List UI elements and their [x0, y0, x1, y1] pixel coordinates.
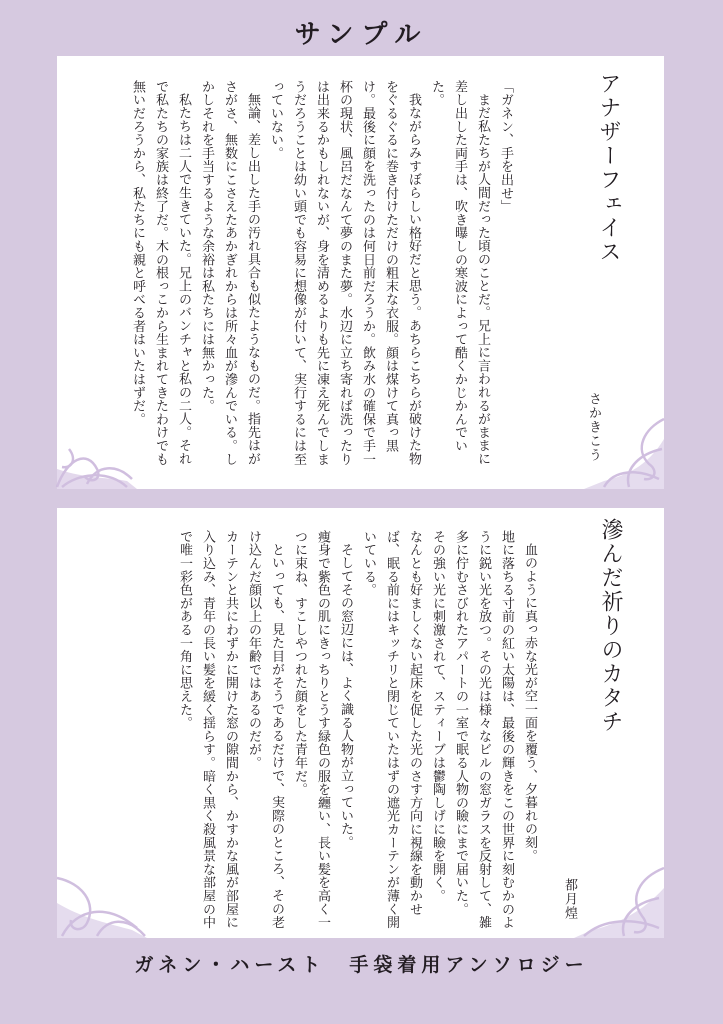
story-body — [113, 530, 541, 930]
story-panel-another-face — [57, 56, 664, 489]
story-paragraph: まだ私たちが人間だった頃のことだ。兄上に言われるがままに差し出した両手は、吹き曝しの寒波によって酷くかじかんでいた。 — [429, 80, 490, 466]
story-paragraph: 血のように真っ赤な光が空一面を覆う、夕暮れの刻。 — [522, 543, 537, 863]
floral-ornament-left-icon — [57, 429, 137, 489]
story-paragraph: といっても、見た目がそうであるだけで、実際のところ、その老け込んだ顔以上の年齢ではあるのだが。 — [246, 530, 284, 929]
story-paragraph: なんとも好ましくない起床を促した光のさす方向に視線を動かせば、眠る前にはキッチリと閉じていたはずの遮光カーテンが薄く開いている。 — [361, 530, 422, 929]
story-paragraph: その強い光に刺激されて、スティーブは鬱陶しげに瞼を開く。 — [430, 530, 445, 903]
story-paragraph: 我ながらみすぼらしい格好だと思う。あちらこちらが破けた物をぐるぐるに巻き付けただけの粗末な衣服。顔は煤けて真っ黒け。最後に顔を洗ったのは何日前だろうか。飲み水の確保で手一杯の現状、風呂だなんて夢のまた夢。水辺に立ち寄れば洗ったりは出来るかもしれないが、身を清めるよりも先に凍え死んでしまうだろうことは幼い頭でも容易に想像が付いて、実行するには至っていない。 — [268, 80, 421, 466]
story-title: 滲んだ祈りのカタチ — [598, 518, 623, 734]
floral-ornament-right-icon — [574, 848, 664, 938]
story-author: 都月煌 — [562, 878, 577, 920]
story-paragraph: そしてその窓辺には、よく識る人物が立っていた。 — [338, 543, 353, 849]
page-header: サンプル — [294, 20, 429, 50]
story-paragraph: カーテンと共にわずかに開けた窓の隙間から、かすかな風が部屋に入り込み、青年の長い髪を緩く揺らす。暗く黒く殺風景な部屋の中で唯一彩色がある一角に思えた。 — [177, 530, 238, 929]
story-paragraph: 無論、差し出した手の汚れ具合も似たようなものだ。指先はがさがさ、無数にこさえたあかぎれからは所々血が滲んでいる。しかしそれを手当するような余裕は私たちには無かった。 — [199, 80, 260, 466]
story-body — [130, 80, 517, 478]
story-paragraph: 地に落ちる寸前の紅い太陽は、最後の輝きをこの世界に刻むかのように鋭い光を放つ。その光は様々なビルの窓ガラスを反射して、雑多に佇むさびれたアパートの一室で眠る人物の瞼にまで届いた。 — [453, 530, 514, 929]
story-title: アナザーフェイス — [596, 72, 621, 264]
story-paragraph: 私たちは二人で生きていた。兄上のバンチャと私の二人。それで私たちの家族は終了だ。木の根っこから生まれてきたわけでも無いだろうから、私たちにも親と呼べる者はいたはずだ。 — [130, 80, 191, 466]
page-footer: ガネン・ハースト 手袋着用アンソロジー — [134, 954, 589, 976]
story-author: さかきこう — [586, 392, 601, 462]
story-paragraph: 「ガネン、手を出せ」 — [498, 80, 513, 213]
story-panel-blurred-prayer — [57, 508, 664, 938]
story-paragraph: 痩身で紫色の肌にきっちりとうす緑色の服を纏い、長い髪を高く一つに束ね、すこしやつれた顔をした青年だ。 — [292, 530, 330, 929]
